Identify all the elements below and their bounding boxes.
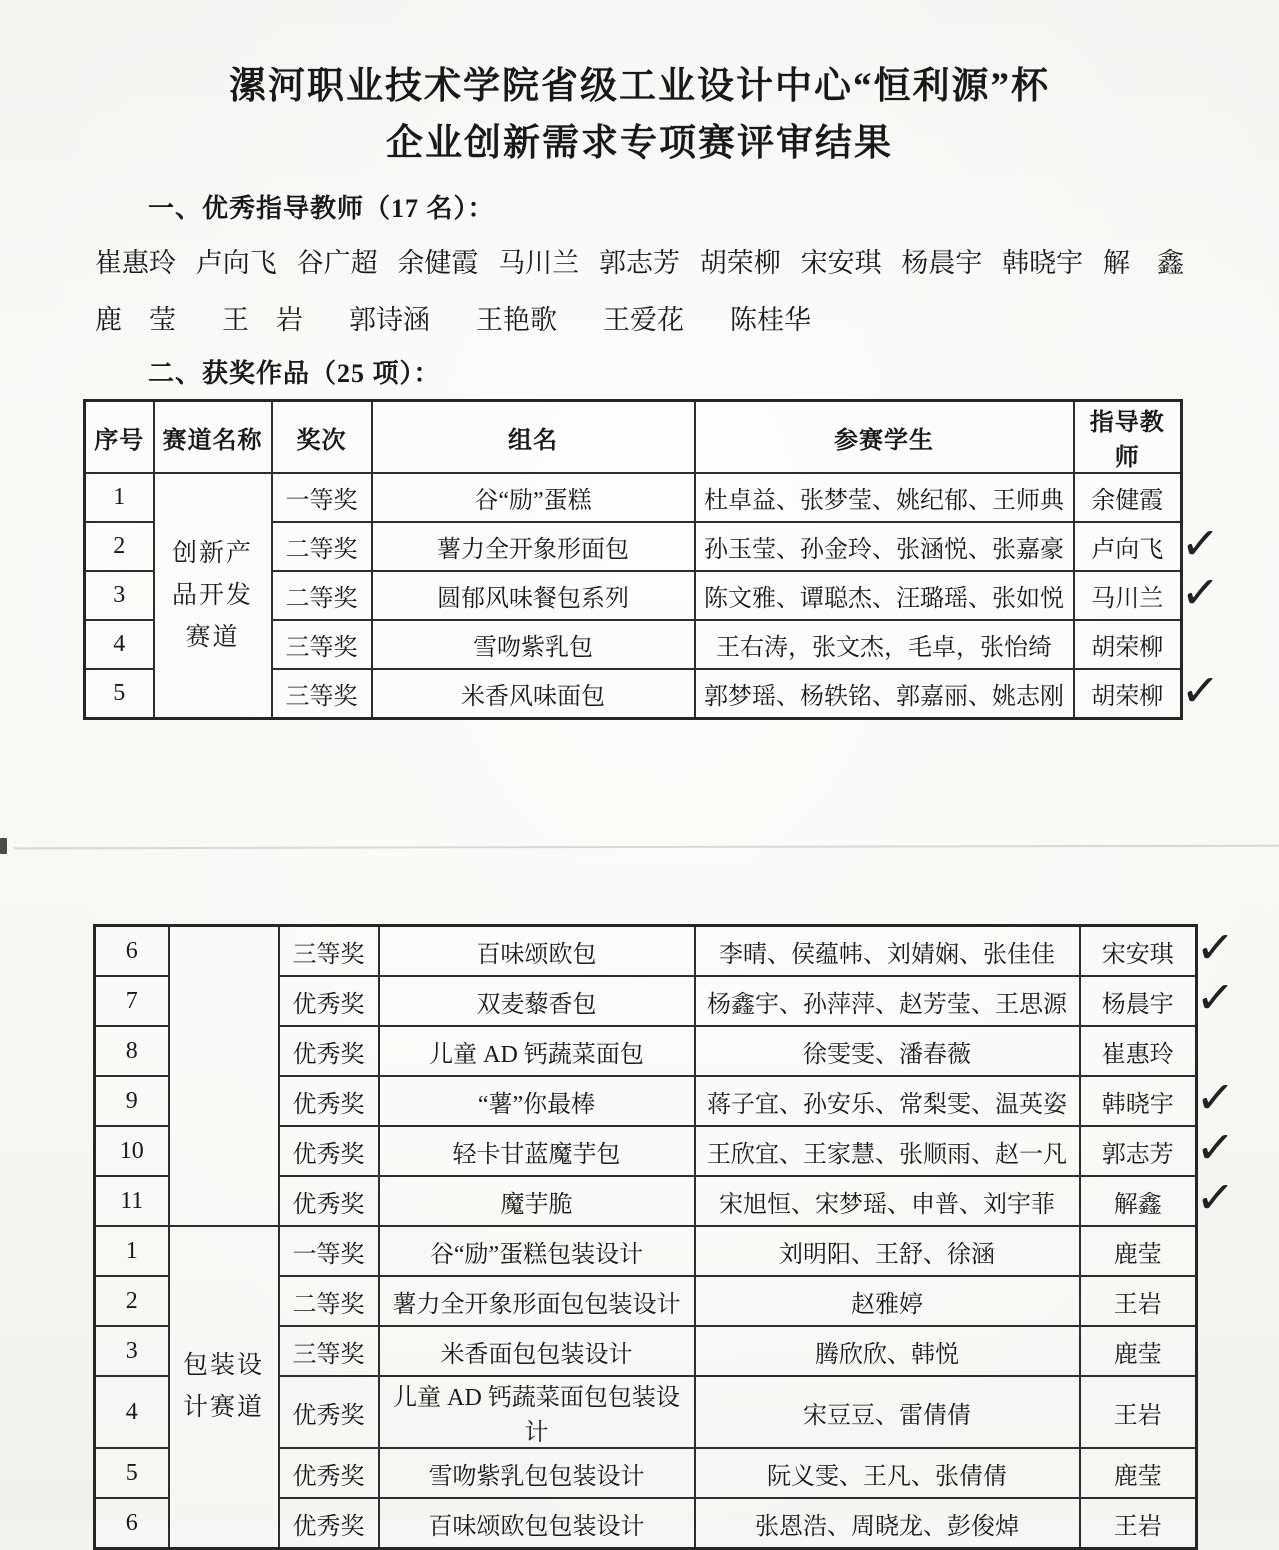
- students-cell: 刘明阳、王舒、徐涵: [695, 1226, 1080, 1276]
- teacher-cell: 王岩: [1080, 1376, 1197, 1448]
- teacher-name: 鹿 莹: [95, 305, 176, 335]
- award-level-cell: 优秀奖: [279, 1376, 379, 1448]
- group-name-cell: 薯力全开象形面包: [372, 522, 695, 571]
- group-name-cell: 双麦藜香包: [379, 976, 695, 1026]
- teacher-cell: 崔惠玲: [1080, 1026, 1197, 1076]
- checkmark-icon: ✓: [1179, 661, 1222, 719]
- award-level-cell: 二等奖: [279, 1276, 379, 1326]
- students-cell: 杨鑫宇、孙萍萍、赵芳莹、王思源: [695, 976, 1080, 1026]
- serial-number-cell: 7: [95, 976, 169, 1026]
- students-cell: 李晴、侯蕴帏、刘婧娴、张佳佳: [695, 926, 1080, 977]
- serial-number-cell: 2: [85, 522, 154, 571]
- column-header: 奖次: [272, 401, 372, 474]
- column-header: 组名: [372, 401, 695, 474]
- serial-number-cell: 9: [95, 1076, 169, 1126]
- group-name-cell: 谷“励”蛋糕包装设计: [379, 1226, 695, 1276]
- serial-number-cell: 5: [95, 1448, 169, 1498]
- teacher-name: 崔惠玲: [95, 248, 176, 278]
- serial-number-cell: 4: [85, 620, 154, 669]
- students-cell: 赵雅婷: [695, 1276, 1080, 1326]
- students-cell: 宋旭恒、宋梦瑶、申普、刘宇菲: [695, 1176, 1080, 1226]
- students-cell: 王欣宜、王家慧、张顺雨、赵一凡: [695, 1126, 1080, 1176]
- teacher-name: 解 鑫: [1102, 248, 1184, 278]
- column-header: 序号: [85, 401, 154, 474]
- awards-table-page2: [93, 919, 1237, 1550]
- teacher-name: 韩晓宇: [1002, 248, 1084, 278]
- teacher-cell: 王岩: [1080, 1276, 1197, 1326]
- checkmark-icon: ✓: [1179, 514, 1222, 572]
- serial-number-cell: 5: [85, 669, 154, 719]
- students-cell: 陈文雅、谭聪杰、汪璐瑶、张如悦: [695, 571, 1074, 620]
- group-name-cell: 雪吻紫乳包: [372, 620, 695, 669]
- column-header: 指导教师: [1074, 401, 1182, 474]
- teacher-name: 王 岩: [222, 305, 303, 335]
- checkmark-icon: ✓: [1194, 969, 1237, 1026]
- teacher-cell: 卢向飞 ✓: [1074, 522, 1182, 571]
- teacher-cell: 胡荣柳: [1074, 620, 1182, 669]
- award-row: [95, 1226, 1197, 1276]
- serial-number-cell: 4: [95, 1376, 169, 1448]
- track-name-line: 赛道: [185, 623, 240, 651]
- teacher-cell: 胡荣柳 ✓: [1074, 669, 1182, 719]
- title-line-2: 企业创新需求专项赛评审结果: [386, 123, 893, 164]
- teachers-section-heading: 一、优秀指导教师（17 名）：: [148, 194, 495, 223]
- serial-number-cell: 6: [95, 1498, 169, 1549]
- teacher-cell: 鹿莹: [1080, 1326, 1197, 1376]
- serial-number-cell: 1: [85, 473, 154, 522]
- title-line-1: 漯河职业技术学院省级工业设计中心“恒利源”杯: [229, 66, 1050, 107]
- award-level-cell: 优秀奖: [279, 1448, 379, 1498]
- teacher-name: 陈桂华: [730, 305, 811, 335]
- track-name-cell: [169, 1226, 279, 1549]
- track-name-line: 品开发: [171, 581, 253, 609]
- group-name-cell: 百味颂欧包: [379, 926, 695, 977]
- group-name-cell: 雪吻紫乳包包装设计: [379, 1448, 695, 1498]
- serial-number-cell: 1: [95, 1226, 169, 1276]
- teacher-name: 宋安琪: [800, 248, 882, 278]
- students-cell: 腾欣欣、韩悦: [695, 1326, 1080, 1376]
- checkmark-icon: ✓: [1194, 1069, 1237, 1126]
- serial-number-cell: 11: [95, 1176, 169, 1226]
- students-cell: 阮义雯、王凡、张倩倩: [695, 1448, 1080, 1498]
- award-level-cell: 优秀奖: [279, 976, 379, 1026]
- students-cell: 蒋子宜、孙安乐、常梨雯、温英姿: [695, 1076, 1080, 1126]
- teacher-name: 马川兰: [498, 248, 580, 278]
- teacher-cell: 解鑫 ✓: [1080, 1176, 1197, 1226]
- teacher-cell: 韩晓宇 ✓: [1080, 1076, 1197, 1126]
- teacher-name: 郭诗涵: [349, 305, 430, 335]
- award-level-cell: 优秀奖: [279, 1126, 379, 1176]
- award-level-cell: 一等奖: [272, 473, 372, 522]
- group-name-cell: 儿童 AD 钙蔬菜面包包装设计: [379, 1376, 695, 1448]
- serial-number-cell: 2: [95, 1276, 169, 1326]
- teacher-names-row-2: [95, 298, 1279, 337]
- group-name-cell: 圆郁风味餐包系列: [372, 571, 695, 620]
- serial-number-cell: 3: [95, 1326, 169, 1376]
- group-name-cell: 米香风味面包: [372, 669, 695, 719]
- award-row: [85, 473, 1182, 522]
- students-cell: 张恩浩、周晓龙、彭俊焯: [695, 1498, 1080, 1549]
- award-level-cell: 优秀奖: [279, 1076, 379, 1126]
- teacher-name: 王爱花: [603, 305, 684, 335]
- group-name-cell: “薯”你最棒: [379, 1076, 695, 1126]
- teacher-name: 王艳歌: [476, 305, 557, 335]
- serial-number-cell: 6: [95, 926, 169, 977]
- teacher-name: 郭志芳: [598, 248, 680, 278]
- award-level-cell: 优秀奖: [279, 1498, 379, 1549]
- teacher-cell: 马川兰 ✓: [1074, 571, 1182, 620]
- teacher-cell: 鹿莹: [1080, 1448, 1197, 1498]
- teacher-cell: 郭志芳 ✓: [1080, 1126, 1197, 1176]
- award-level-cell: 二等奖: [272, 522, 372, 571]
- teacher-cell: 杨晨宇 ✓: [1080, 976, 1197, 1026]
- award-level-cell: 二等奖: [272, 571, 372, 620]
- teacher-cell: 宋安琪 ✓: [1080, 926, 1197, 977]
- award-level-cell: 三等奖: [279, 926, 379, 977]
- teacher-name: 余健霞: [397, 248, 479, 278]
- teacher-name: 谷广超: [296, 248, 378, 278]
- serial-number-cell: 10: [95, 1126, 169, 1176]
- group-name-cell: 轻卡甘蓝魔芋包: [379, 1126, 695, 1176]
- scan-edge-mark: [0, 838, 7, 854]
- teacher-cell: 鹿莹: [1080, 1226, 1197, 1276]
- students-cell: 杜卓益、张梦莹、姚纪郁、王师典: [695, 473, 1074, 522]
- students-cell: 郭梦瑶、杨轶铭、郭嘉丽、姚志刚: [695, 669, 1074, 719]
- track-name-line: 创新产: [171, 539, 253, 567]
- track-name-cell: [154, 473, 272, 719]
- column-header: 参赛学生: [695, 401, 1074, 474]
- award-level-cell: 一等奖: [279, 1226, 379, 1276]
- students-cell: 王右涛，张文杰，毛卓，张怡绮: [695, 620, 1074, 669]
- track-name-line: 包装设: [182, 1352, 264, 1379]
- serial-number-cell: 8: [95, 1026, 169, 1076]
- header-row: [85, 401, 1182, 474]
- awards-table-page1: [83, 399, 1222, 720]
- students-cell: 宋豆豆、雷倩倩: [695, 1376, 1080, 1448]
- teacher-name: 胡荣柳: [699, 248, 781, 278]
- awards-section-heading: 二、获奖作品（25 项）：: [148, 359, 441, 388]
- students-cell: 徐雯雯、潘春薇: [695, 1026, 1080, 1076]
- checkmark-icon: ✓: [1194, 1169, 1237, 1226]
- checkmark-icon: ✓: [1194, 1119, 1237, 1176]
- document-title: [0, 0, 1279, 172]
- group-name-cell: 薯力全开象形面包包装设计: [379, 1276, 695, 1326]
- teacher-names-row-1: [95, 241, 1184, 280]
- checkmark-icon: ✓: [1179, 563, 1222, 621]
- serial-number-cell: 3: [85, 571, 154, 620]
- group-name-cell: 米香面包包装设计: [379, 1326, 695, 1376]
- teacher-name: 卢向飞: [195, 248, 277, 278]
- teacher-cell: 王岩: [1080, 1498, 1197, 1549]
- students-cell: 孙玉莹、孙金玲、张涵悦、张嘉豪: [695, 522, 1074, 571]
- page-break-gap: [0, 720, 1279, 915]
- track-name-line: 计赛道: [182, 1394, 264, 1421]
- group-name-cell: 魔芋脆: [379, 1176, 695, 1226]
- award-level-cell: 优秀奖: [279, 1026, 379, 1076]
- teacher-cell: 余健霞: [1074, 473, 1182, 522]
- award-level-cell: 三等奖: [272, 669, 372, 719]
- column-header: 赛道名称: [154, 401, 272, 474]
- award-level-cell: 三等奖: [272, 620, 372, 669]
- page-break-line: [14, 845, 1279, 850]
- group-name-cell: 谷“励”蛋糕: [372, 473, 695, 522]
- award-level-cell: 优秀奖: [279, 1176, 379, 1226]
- checkmark-icon: ✓: [1194, 919, 1237, 976]
- group-name-cell: 百味颂欧包包装设计: [379, 1498, 695, 1549]
- award-level-cell: 三等奖: [279, 1326, 379, 1376]
- teacher-name: 杨晨宇: [901, 248, 983, 278]
- track-name-cell: [169, 926, 279, 1227]
- award-row: [95, 926, 1197, 977]
- group-name-cell: 儿童 AD 钙蔬菜面包: [379, 1026, 695, 1076]
